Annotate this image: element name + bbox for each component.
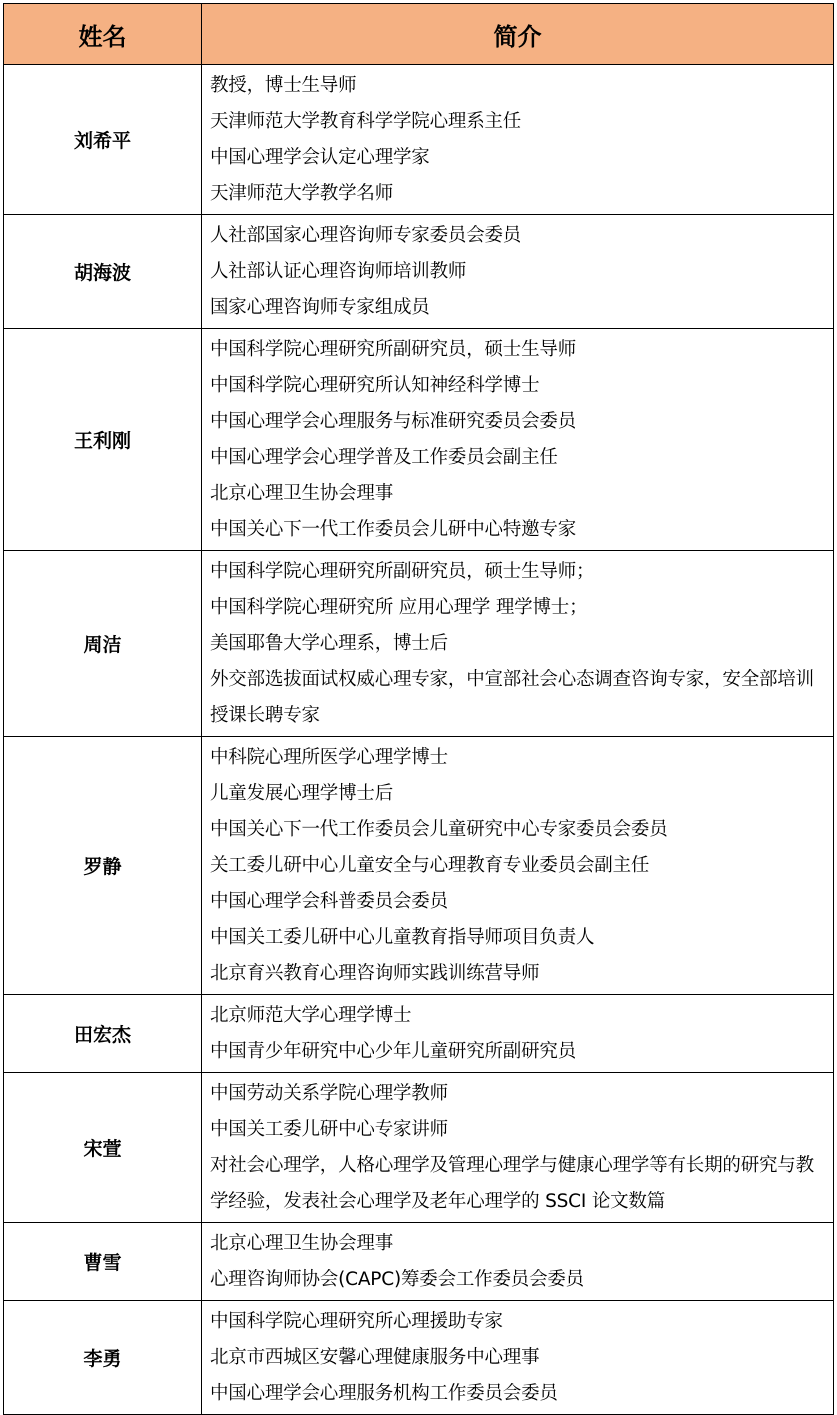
intro-line: 中国关心下一代工作委员会儿童研究中心专家委员会委员 <box>210 819 668 840</box>
table-row <box>4 737 834 995</box>
intro-line: 外交部选拔面试权威心理专家，中宣部社会心态调查咨询专家，安全部培训授课长聘专家 <box>210 669 814 726</box>
intro-line: 中国关心下一代工作委员会儿研中心特邀专家 <box>210 519 577 540</box>
intro-line: 北京心理卫生协会理事 <box>210 483 394 504</box>
expert-name: 李勇 <box>4 1301 202 1415</box>
table-row <box>4 65 834 215</box>
intro-line: 心理咨询师协会(CAPC)筹委会工作委员会委员 <box>210 1269 584 1290</box>
expert-intro <box>202 737 834 995</box>
intro-line: 中国关工委儿研中心专家讲师 <box>210 1119 448 1140</box>
expert-table <box>3 3 834 1415</box>
expert-name: 罗静 <box>4 737 202 995</box>
expert-intro <box>202 1301 834 1415</box>
table-row <box>4 995 834 1073</box>
table-row <box>4 551 834 737</box>
expert-name: 刘希平 <box>4 65 202 215</box>
table-row <box>4 215 834 329</box>
expert-intro <box>202 1223 834 1301</box>
table-row <box>4 1073 834 1223</box>
intro-line: 北京市西城区安馨心理健康服务中心理事 <box>210 1347 540 1368</box>
expert-intro <box>202 995 834 1073</box>
intro-line: 关工委儿研中心儿童安全与心理教育专业委员会副主任 <box>210 855 650 876</box>
intro-line: 人社部国家心理咨询师专家委员会委员 <box>210 225 522 246</box>
expert-name: 王利刚 <box>4 329 202 551</box>
intro-line: 美国耶鲁大学心理系，博士后 <box>210 633 448 654</box>
table-row <box>4 329 834 551</box>
expert-name: 宋萱 <box>4 1073 202 1223</box>
table-row <box>4 1223 834 1301</box>
header-row <box>4 4 834 65</box>
intro-line: 中国青少年研究中心少年儿童研究所副研究员 <box>210 1041 577 1062</box>
expert-intro <box>202 1073 834 1223</box>
intro-line: 天津师范大学教学名师 <box>210 183 394 204</box>
expert-name: 周洁 <box>4 551 202 737</box>
intro-line: 国家心理咨询师专家组成员 <box>210 297 430 318</box>
intro-line: 天津师范大学教育科学学院心理系主任 <box>210 111 522 132</box>
intro-line: 北京师范大学心理学博士 <box>210 1005 412 1026</box>
intro-line: 中国科学院心理研究所副研究员，硕士生导师； <box>210 561 595 582</box>
intro-line: 中科院心理所医学心理学博士 <box>210 747 448 768</box>
header-name: 姓名 <box>4 4 202 65</box>
expert-intro <box>202 65 834 215</box>
intro-line: 中国关工委儿研中心儿童教育指导师项目负责人 <box>210 927 595 948</box>
expert-name: 曹雪 <box>4 1223 202 1301</box>
expert-intro <box>202 329 834 551</box>
table-row <box>4 1301 834 1415</box>
intro-line: 中国心理学会科普委员会委员 <box>210 891 448 912</box>
intro-line: 中国心理学会心理服务机构工作委员会委员 <box>210 1383 558 1404</box>
header-intro: 简介 <box>202 4 834 65</box>
intro-line: 中国科学院心理研究所副研究员，硕士生导师 <box>210 339 577 360</box>
intro-line: 北京育兴教育心理咨询师实践训练营导师 <box>210 963 540 984</box>
expert-intro <box>202 215 834 329</box>
expert-name: 胡海波 <box>4 215 202 329</box>
intro-line: 中国科学院心理研究所心理援助专家 <box>210 1311 503 1332</box>
intro-line: 北京心理卫生协会理事 <box>210 1233 394 1254</box>
intro-line: 教授，博士生导师 <box>210 75 357 96</box>
intro-line: 中国心理学会认定心理学家 <box>210 147 430 168</box>
intro-line: 中国心理学会心理服务与标准研究委员会委员 <box>210 411 577 432</box>
intro-line: 中国心理学会心理学普及工作委员会副主任 <box>210 447 558 468</box>
intro-line: 中国科学院心理研究所 应用心理学 理学博士； <box>210 597 588 618</box>
expert-intro <box>202 551 834 737</box>
intro-line: 人社部认证心理咨询师培训教师 <box>210 261 467 282</box>
intro-line: 儿童发展心理学博士后 <box>210 783 394 804</box>
intro-line: 对社会心理学，人格心理学及管理心理学与健康心理学等有长期的研究与教学经验，发表社会心理学及老年心理学的 SSCI 论文数篇 <box>210 1155 814 1212</box>
expert-name: 田宏杰 <box>4 995 202 1073</box>
intro-line: 中国劳动关系学院心理学教师 <box>210 1083 448 1104</box>
intro-line: 中国科学院心理研究所认知神经科学博士 <box>210 375 540 396</box>
